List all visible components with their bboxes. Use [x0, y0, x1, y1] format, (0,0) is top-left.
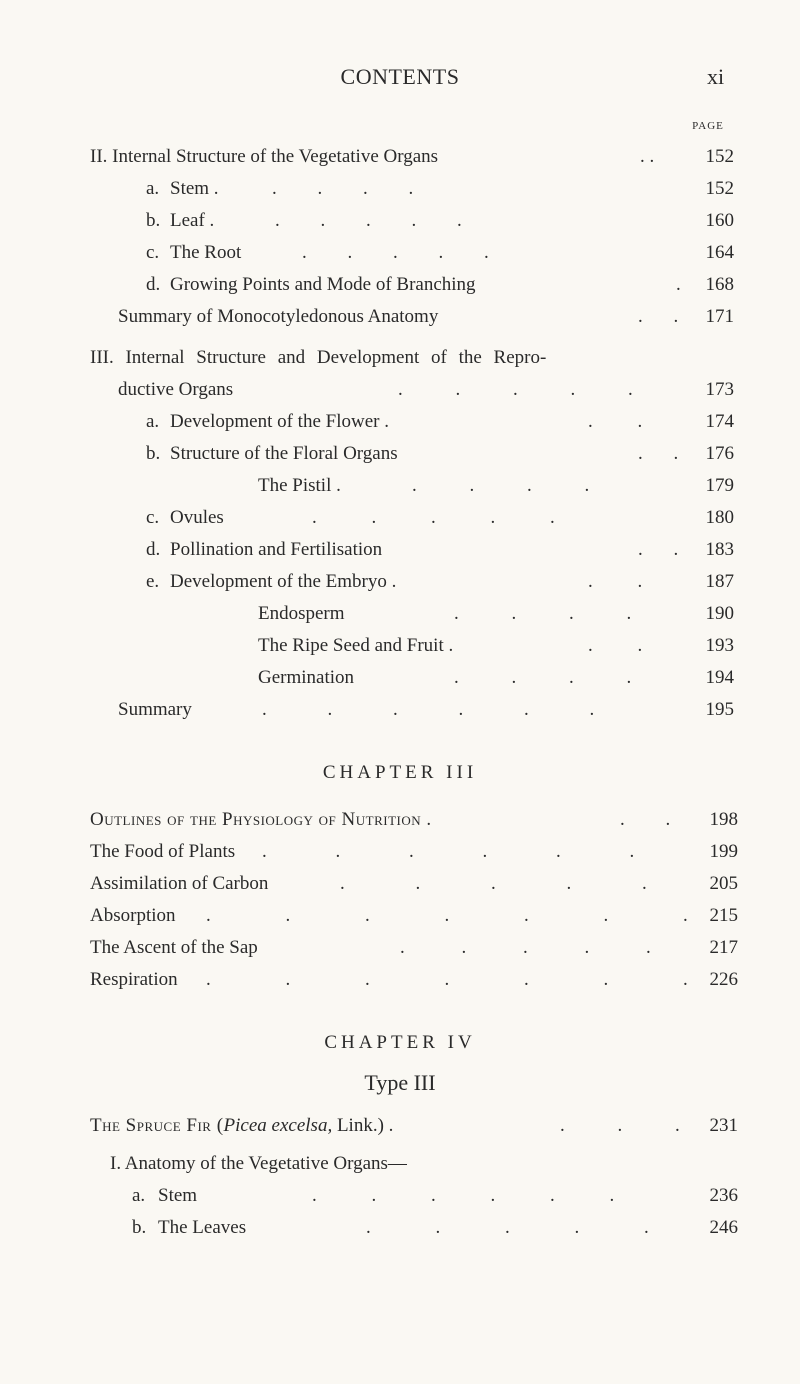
toc-dots: . . . . . . — [312, 1185, 615, 1206]
toc-entry — [0, 534, 800, 566]
toc-entry-letter: b. — [132, 1217, 147, 1238]
toc-entry-letter: d. — [146, 274, 161, 295]
toc-entry-text: Stem — [158, 1185, 198, 1206]
toc-dots: . . . . . — [312, 507, 555, 528]
toc-entry-text: Growing Points and Mode of Branching — [170, 274, 476, 295]
toc-entry — [0, 342, 800, 374]
toc-entry — [0, 237, 800, 269]
toc-entry — [0, 566, 800, 598]
toc-entry-letter: d. — [146, 539, 161, 560]
toc-dots: . . . . . — [398, 379, 633, 400]
toc-dots: . . . . . — [400, 937, 651, 958]
toc-page-number: 164 — [705, 242, 734, 263]
toc-dots: . . — [638, 443, 679, 464]
toc-dots: . . . . . — [275, 210, 462, 231]
toc-entry-text: Stem . — [170, 178, 219, 199]
toc-entry-text-italic: Picea excelsa, — [223, 1115, 333, 1136]
toc-dots: . . — [588, 571, 643, 592]
toc-entry-text: The Food of Plants — [90, 841, 236, 862]
toc-page-number: 195 — [705, 699, 734, 720]
toc-entry-text: Pollination and Fertilisation — [170, 539, 383, 560]
toc-entry — [0, 630, 800, 662]
toc-dots: . . . . . . . — [206, 905, 688, 926]
page-header-title: CONTENTS — [340, 64, 460, 89]
toc-entry-text: Germination — [258, 667, 355, 688]
toc-entry-text — [90, 1110, 393, 1142]
toc-dots: . . — [638, 539, 679, 560]
toc-entry-text: Summary of Monocotyledonous Anatomy — [118, 306, 439, 327]
toc-entry — [0, 662, 800, 694]
toc-entry — [0, 374, 800, 406]
toc-entry-text: The Ascent of the Sap — [90, 937, 258, 958]
toc-dots: . . — [638, 306, 679, 327]
toc-entry-text: III. Internal Structure and Development of the Repro- — [90, 347, 547, 368]
toc-dots: . . . . . — [302, 242, 489, 263]
toc-entry-letter: a. — [146, 411, 160, 432]
toc-page-number: 215 — [709, 905, 738, 926]
toc-entry — [0, 406, 800, 438]
toc-entry-text: Respiration — [90, 969, 178, 990]
toc-entry — [0, 1212, 800, 1244]
toc-entry-text: The Pistil . — [258, 475, 341, 496]
toc-entry-text: Outlines of the Physiology of Nutrition . — [90, 809, 432, 830]
toc-entry-letter: c. — [146, 242, 160, 263]
toc-dots: . . — [640, 146, 655, 167]
toc-dots: . . . — [560, 1115, 680, 1136]
toc-dots: . . — [620, 809, 671, 830]
toc-page-number: 174 — [705, 411, 734, 432]
toc-entry-text-suffix: Link.) . — [332, 1115, 394, 1136]
toc-entry-text: Assimilation of Carbon — [90, 873, 269, 894]
toc-dots: . — [676, 274, 681, 295]
type-title: Type III — [364, 1070, 436, 1095]
toc-page-number: 236 — [709, 1185, 738, 1206]
toc-entry-text: Development of the Embryo . — [170, 571, 397, 592]
toc-page-number: 199 — [709, 841, 738, 862]
toc-entry-text-prefix: The Spruce Fir ( — [90, 1115, 224, 1136]
toc-page-number: 187 — [705, 571, 734, 592]
toc-entry — [0, 205, 800, 237]
toc-page-number: 168 — [705, 274, 734, 295]
toc-dots: . . . . — [454, 603, 632, 624]
toc-entry-text: I. Anatomy of the Vegetative Organs— — [110, 1153, 407, 1174]
toc-entry — [0, 173, 800, 205]
toc-dots: . . — [588, 411, 643, 432]
toc-page-number: 194 — [705, 667, 734, 688]
toc-entry — [0, 694, 800, 726]
toc-entry-text: Structure of the Floral Organs — [170, 443, 398, 464]
toc-entry-text: Summary — [118, 699, 192, 720]
toc-entry-text: Ovules — [170, 507, 224, 528]
toc-entry-text: The Ripe Seed and Fruit . — [258, 635, 454, 656]
toc-entry — [0, 598, 800, 630]
toc-entry-letter: b. — [146, 443, 161, 464]
toc-entry — [0, 900, 800, 932]
page-column-label: PAGE — [692, 120, 724, 132]
toc-page-number: 246 — [709, 1217, 738, 1238]
toc-page-number: 152 — [705, 178, 734, 199]
toc-entry-letter: c. — [146, 507, 160, 528]
toc-page-number: 173 — [705, 379, 734, 400]
toc-entry — [0, 1180, 800, 1212]
toc-page-number: 226 — [709, 969, 738, 990]
toc-dots: . . . . — [272, 178, 414, 199]
toc-dots: . . . . . . . — [206, 969, 688, 990]
toc-entry — [0, 141, 800, 173]
toc-dots: . . . . . — [366, 1217, 649, 1238]
toc-entry-letter: b. — [146, 210, 161, 231]
toc-page-number: 152 — [705, 146, 734, 167]
chapter-title: CHAPTER III — [322, 762, 478, 783]
toc-page-number: 171 — [705, 306, 734, 327]
toc-entry-text: Endosperm — [258, 603, 345, 624]
toc-entry-text: II. Internal Structure of the Vegetative Organs — [90, 146, 439, 167]
toc-entry — [0, 964, 800, 996]
toc-entry-text: Absorption — [90, 905, 176, 926]
toc-entry — [0, 836, 800, 868]
toc-page-number: 217 — [709, 937, 738, 958]
toc-entry — [0, 301, 800, 333]
toc-entry — [0, 470, 800, 502]
toc-dots: . . . . — [412, 475, 590, 496]
toc-entry-text: Leaf . — [170, 210, 215, 231]
toc-entry-letter: e. — [146, 571, 160, 592]
toc-entry — [0, 868, 800, 900]
toc-page-number: 183 — [705, 539, 734, 560]
toc-entry-text: ductive Organs — [118, 379, 234, 400]
toc-page-number: 198 — [709, 809, 738, 830]
toc-entry — [0, 1148, 800, 1180]
toc-dots: . . . . . . — [262, 699, 595, 720]
toc-entry-letter: a. — [132, 1185, 146, 1206]
toc-page-number: 190 — [705, 603, 734, 624]
toc-page-number: 180 — [705, 507, 734, 528]
toc-entry-text: Development of the Flower . — [170, 411, 389, 432]
toc-entry-text: The Root — [170, 242, 242, 263]
toc-entry — [0, 502, 800, 534]
toc-dots: . . . . . — [340, 873, 647, 894]
chapter-title: CHAPTER IV — [324, 1032, 476, 1053]
toc-page-number: 231 — [709, 1115, 738, 1136]
toc-entry — [0, 438, 800, 470]
toc-page-number: 176 — [705, 443, 734, 464]
toc-entry-text: The Leaves — [158, 1217, 247, 1238]
toc-entry — [0, 932, 800, 964]
page-header-number: xi — [707, 64, 725, 89]
toc-page-number: 160 — [705, 210, 734, 231]
toc-entry — [0, 804, 800, 836]
toc-page-number: 205 — [709, 873, 738, 894]
toc-page-number: 193 — [705, 635, 734, 656]
toc-entry — [0, 1110, 800, 1142]
toc-dots: . . . . . . — [262, 841, 635, 862]
toc-dots: . . . . — [454, 667, 632, 688]
toc-entry — [0, 269, 800, 301]
toc-page-number: 179 — [705, 475, 734, 496]
toc-entry-letter: a. — [146, 178, 160, 199]
toc-dots: . . — [588, 635, 643, 656]
